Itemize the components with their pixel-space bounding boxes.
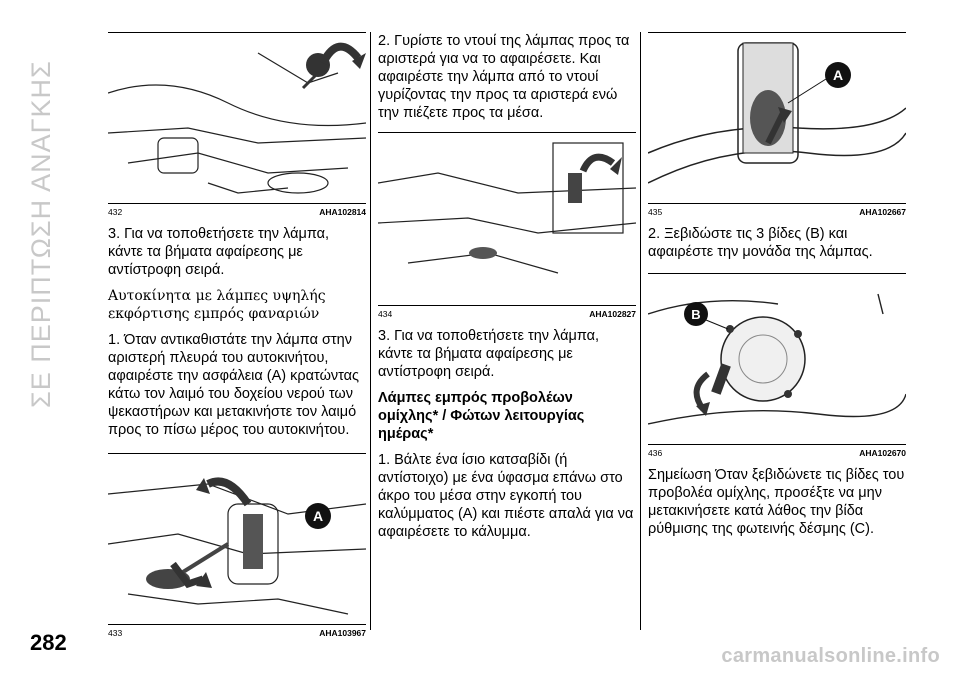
column-2 [378,32,636,541]
section-heading: Αυτοκίνητα με λάμπες υψηλής εκφόρτισης εμπρός φαναριών [108,288,326,322]
paragraph: 2. Ξεβιδώστε τις 3 βίδες (B) και αφαιρέστε την μονάδα της λάμπας. [648,226,873,260]
paragraph: 3. Για να τοποθετήσετε την λάμπα, κάντε τα βήματα αφαίρεσης με αντίστροφη σειρά. [378,328,600,380]
paragraph: 3. Για να τοποθετήσετε την λάμπα, κάντε τα βήματα αφαίρεσης με αντίστροφη σειρά. [108,226,330,278]
engine-bay-illustration [108,33,366,203]
callout-a: A [312,508,324,524]
page-number: 282 [30,630,67,655]
section-heading: Λάμπες εμπρός προβολέων ομίχλης* / Φώτων λειτουργίας ημέρας* [378,390,585,442]
section-title-text: ΣΕ ΠΕΡΙΠΤΩΣΗ ΑΝΑΓΚΗΣ [26,60,56,408]
figure-number: 433 [108,628,123,638]
section-title [6,20,66,620]
figure-code: AHA102667 [859,207,906,217]
reservoir-neck-illustration [108,454,366,624]
figure-caption [648,448,906,458]
figure-number: 436 [648,448,663,458]
figure-code: AHA103967 [319,628,366,638]
paragraph: 1. Βάλτε ένα ίσιο κατσαβίδι (ή αντίστοιχο) με ένα ύφασμα επάνω στο άκρο του μέσα στην εγκοπή του καλύμματος (A) και πιέστε απαλά για να αφαιρέσετε το κάλυμμα. [378,452,634,540]
figure-434 [378,132,636,306]
fog-lamp-cover-illustration [648,33,906,203]
figure-433 [108,453,366,625]
fog-lamp-screws-illustration [648,274,906,444]
column-1 [108,32,366,638]
figure-code: AHA102827 [589,309,636,319]
figure-code: AHA102670 [859,448,906,458]
figure-caption [108,207,366,217]
figure-code: AHA102814 [319,207,366,217]
column-3 [648,32,906,538]
bulb-socket-illustration [378,133,636,305]
figure-number: 434 [378,309,393,319]
paragraph: 1. Όταν αντικαθιστάτε την λάμπα στην αριστερή πλευρά του αυτοκινήτου, αφαιρέστε την ασφάλεια (A) κρατώντας κάτω τον λαιμό του δοχείου νερού των ψεκαστήρων και μετακινήστε τον λαιμό προς το πίσω μέρος του αυτοκινήτου. [108,332,360,438]
figure-number: 435 [648,207,663,217]
figure-caption [648,207,906,217]
column-divider [370,32,371,630]
figure-436 [648,273,906,445]
watermark: carmanualsonline.info [721,645,940,667]
callout-a: A [832,67,844,83]
figure-435 [648,32,906,204]
figure-caption [108,628,366,638]
paragraph: Σημείωση Όταν ξεβιδώνετε τις βίδες του προβολέα ομίχλης, προσέξτε να μην μετακινήσετε κατά λάθος την βίδα ρύθμισης της φωτεινής δέσμης (C). [648,467,905,537]
paragraph: 2. Γυρίστε το ντουί της λάμπας προς τα αριστερά για να το αφαιρέσετε. Και αφαιρέστε την λάμπα από το ντουί γυρίζοντας την προς τα αριστερά ενώ την πιέζετε προς τα μέσα. [378,33,630,121]
figure-caption [378,309,636,319]
column-divider [640,32,641,630]
callout-b: B [691,307,701,322]
figure-number: 432 [108,207,123,217]
figure-432 [108,32,366,204]
